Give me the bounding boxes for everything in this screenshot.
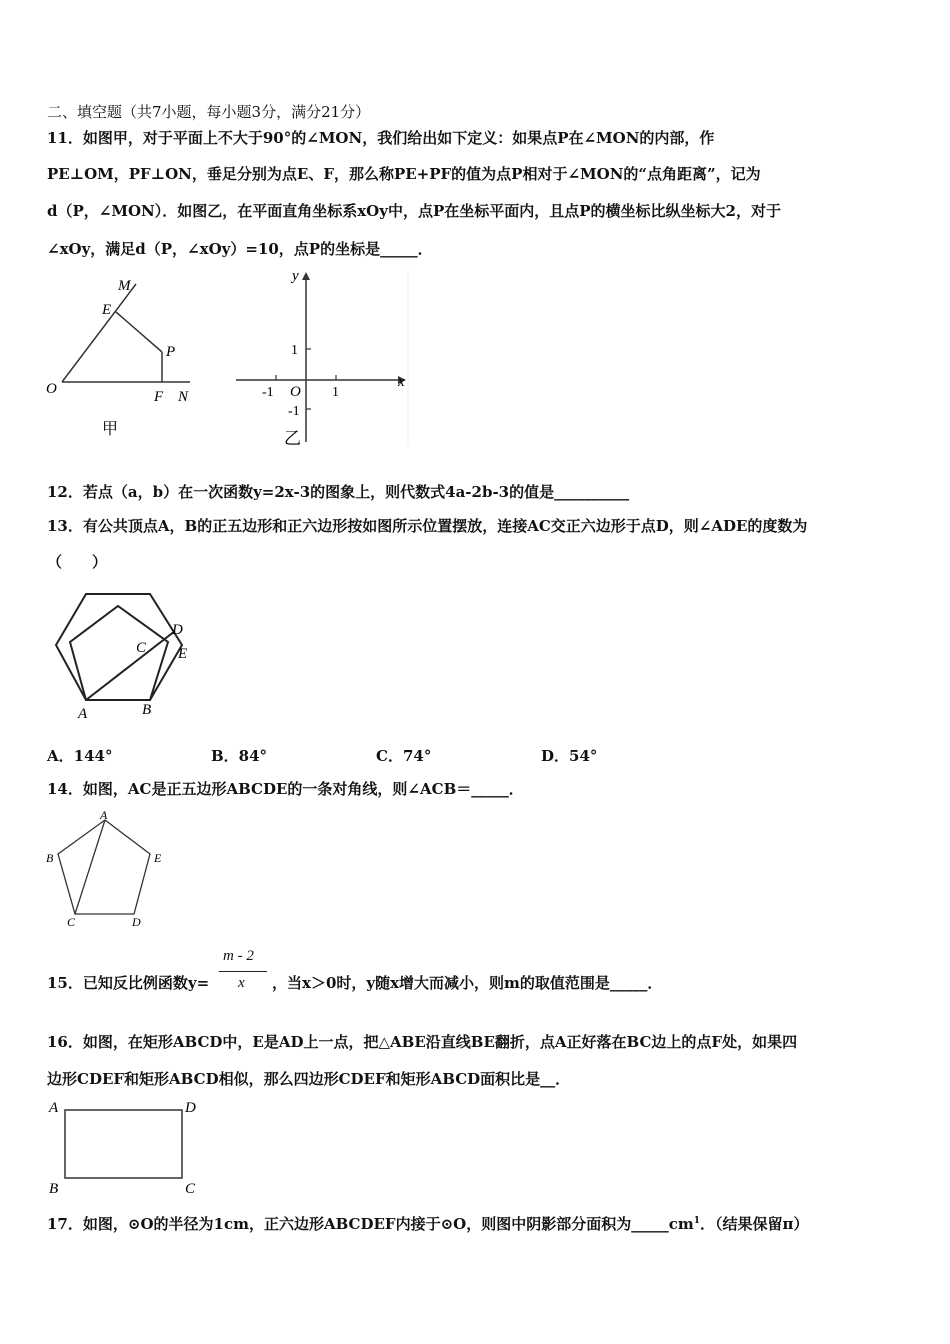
- axis-label-x: x: [398, 374, 405, 390]
- label-E: E: [178, 646, 188, 662]
- q13-figure: [48, 590, 208, 725]
- caption-jia: 甲: [102, 421, 119, 438]
- q15-denominator: x: [238, 975, 245, 991]
- q16-figure: [44, 1096, 209, 1202]
- label-M: M: [118, 278, 131, 294]
- label-C: C: [67, 915, 76, 929]
- q17-exponent: 1: [693, 1216, 700, 1226]
- q13-option-d: D．54°: [541, 747, 598, 765]
- label-A: A: [49, 1100, 59, 1116]
- q17-text: [47, 1211, 808, 1234]
- q11-figure-a: [40, 272, 210, 442]
- tick-y-neg1: -1: [288, 404, 300, 419]
- caption-yi: 乙: [284, 429, 301, 448]
- label-N: N: [178, 389, 189, 405]
- section-title: 二、填空题（共7小题，每小题3分，满分21分）: [47, 103, 371, 121]
- label-D: D: [132, 915, 141, 929]
- q11-line1: 11．如图甲，对于平面上不大于90°的∠MON，我们给出如下定义：如果点P在∠MON的内部，作: [47, 129, 715, 147]
- q11-line2: PE⊥OM，PF⊥ON，垂足分别为点E、F，那么称PE+PF的值为点P相对于∠MON的“点角距离”，记为: [47, 165, 761, 183]
- label-D: D: [172, 622, 183, 638]
- q13-option-a: A．144°: [47, 747, 113, 765]
- q15-fraction-bar: [219, 971, 267, 972]
- label-B: B: [49, 1181, 59, 1197]
- label-F: F: [154, 389, 164, 405]
- q11-line3: d（P，∠MON）．如图乙，在平面直角坐标系xOy中，点P在坐标平面内，且点P的横坐标比纵坐标大2，对于: [47, 202, 781, 220]
- axis-label-y: y: [292, 268, 299, 284]
- q16-line2: 边形CDEF和矩形ABCD相似，那么四边形CDEF和矩形ABCD面积比是__．: [47, 1070, 571, 1088]
- label-A: A: [78, 706, 88, 722]
- q14-figure: [42, 808, 172, 933]
- q15-suffix: ，当x＞0时，y随x增大而减小，则m的取值范围是_____．: [272, 974, 663, 992]
- tick-y-1: 1: [291, 343, 298, 358]
- q11-line4: ∠xOy，满足d（P，∠xOy）=10，点P的坐标是_____．: [47, 240, 433, 258]
- label-B: B: [46, 851, 54, 865]
- q17-tail: ．（结果保留π）: [699, 1215, 809, 1233]
- label-A: A: [100, 808, 108, 822]
- q15-prefix: 15．已知反比例函数y=: [47, 974, 210, 992]
- label-E: E: [154, 851, 162, 865]
- q17-body: 17．如图，⊙O的半径为1cm，正六边形ABCDEF内接于⊙O，则图中阴影部分面积为_____cm: [47, 1215, 694, 1233]
- label-P: P: [166, 344, 176, 360]
- label-O: O: [46, 381, 57, 397]
- q13-option-c: C．74°: [376, 747, 432, 765]
- q14-text: 14．如图，AC是正五边形ABCDE的一条对角线，则∠ACB＝_____．: [47, 780, 524, 798]
- label-D: D: [185, 1100, 196, 1116]
- q16-line1: 16．如图，在矩形ABCD中，E是AD上一点，把△ABE沿直线BE翻折，点A正好落在BC边上的点F处，如果四: [47, 1033, 798, 1051]
- tick-x-neg1: -1: [262, 385, 274, 400]
- q12-text: 12．若点（a，b）在一次函数y=2x-3的图象上，则代数式4a-2b-3的值是__________: [47, 483, 630, 501]
- origin-O: O: [290, 384, 301, 400]
- tick-x-1: 1: [332, 385, 339, 400]
- q13-line2: （ ）: [47, 553, 108, 571]
- q13-line1: 13．有公共顶点A，B的正五边形和正六边形按如图所示位置摆放，连接AC交正六边形于点D，则∠ADE的度数为: [47, 517, 808, 535]
- label-B: B: [142, 702, 152, 718]
- label-C: C: [136, 640, 147, 656]
- label-C: C: [185, 1181, 196, 1197]
- q13-option-b: B．84°: [211, 747, 268, 765]
- q15-numerator: m - 2: [223, 948, 254, 964]
- label-E: E: [102, 302, 112, 318]
- q11-figure-b: [230, 266, 415, 450]
